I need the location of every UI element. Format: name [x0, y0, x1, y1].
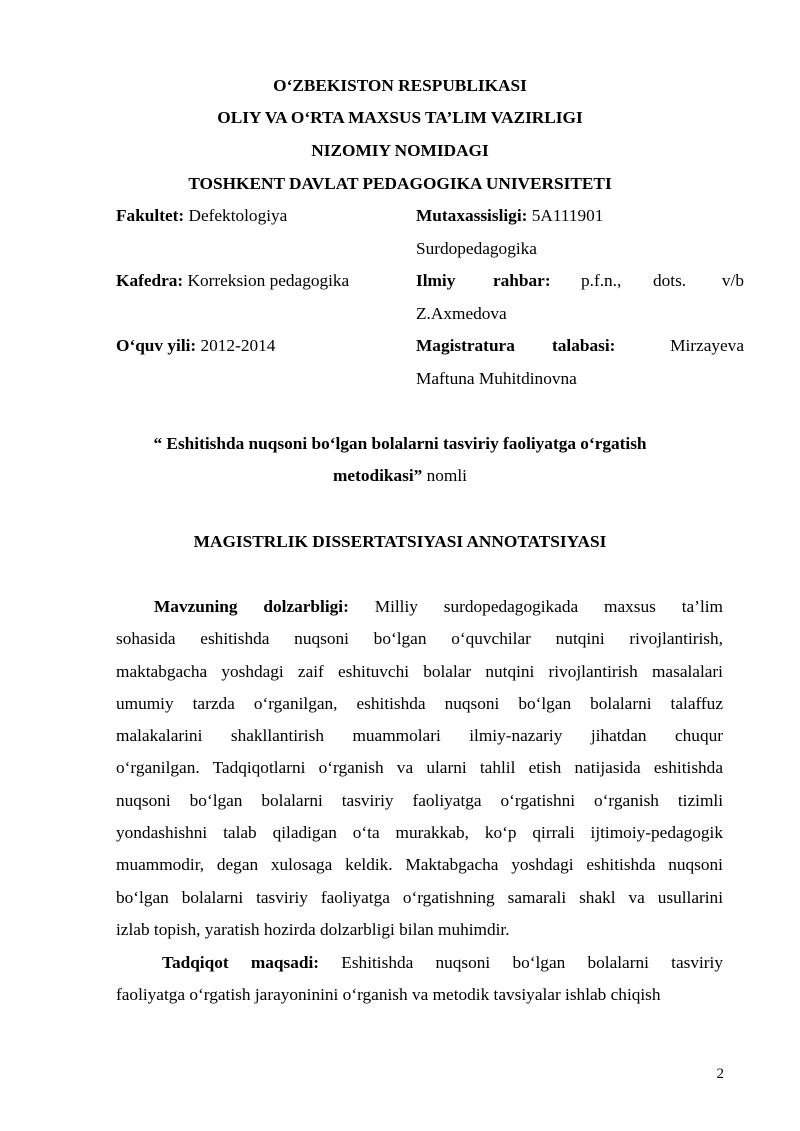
dolzarblik-label: Mavzuning dolzarbligi: [154, 597, 349, 616]
talaba-surname: Mirzayeva [670, 336, 744, 355]
fakultet-value: Defektologiya [184, 206, 288, 225]
paragraph-line: nuqsoni bo‘lgan bolalarni tasviriy faoliyatga o‘rgatishni o‘rganish tizimli [116, 790, 723, 810]
mutaxassisligi-value: 5A111901 [527, 206, 604, 225]
talaba-label-1: Magistratura [416, 336, 515, 355]
paragraph-line: bo‘lgan bolalarni tasviriy faoliyatga o‘rgatishning samarali shakl va usullarini [116, 887, 723, 907]
paragraph-line: o‘rganilgan. Tadqiqotlarni o‘rganish va ularni tahlil etish natijasida eshitishda [116, 758, 723, 778]
paragraph-maqsad-first-line [116, 947, 723, 979]
fakultet-label: Fakultet: [116, 206, 185, 225]
paragraph-line: muammodir, degan xulosaga keldik. Maktabgacha yoshdagi eshitishda nuqsoni [116, 855, 723, 875]
oquv-yili-value: 2012-2014 [196, 336, 276, 355]
paragraph-line: malakalarini shakllantirish muammolari ilmiy-nazariy jihatdan chuqur [116, 726, 723, 746]
paragraph-line: umumiy tarzda o‘rganilgan, eshitishda nuqsoni bo‘lgan bolalarni talaffuz [116, 693, 723, 713]
ilmiy-rahbar-label-1: Ilmiy [416, 271, 456, 290]
fakultet-row [116, 206, 287, 226]
mutaxassisligi-value-line2: Surdopedagogika [416, 239, 537, 258]
header-line-university: TOSHKENT DAVLAT PEDAGOGIKA UNIVERSITETI [188, 174, 612, 193]
ilmiy-rahbar-position: v/b [721, 271, 744, 290]
header-line-nizomiy: NIZOMIY NOMIDAGI [311, 141, 489, 160]
paragraph-maqsad [116, 947, 723, 1012]
paragraph-line: maktabgacha yoshdagi zaif eshituvchi bolalar nutqini rivojlantirish masalalari [116, 661, 723, 681]
paragraph-dolzarblik-first-line [116, 591, 723, 623]
topic-line2-rest: nomli [422, 466, 467, 485]
header-line-ministry: OLIY VA O‘RTA MAXSUS TA’LIM VAZIRLIGI [217, 108, 583, 127]
topic-line1: “ Eshitishda nuqsoni bo‘lgan bolalarni tasviriy faoliyatga o‘rgatish [153, 434, 647, 453]
doc-title: MAGISTRLIK DISSERTATSIYASI ANNOTATSIYASI [193, 532, 607, 551]
kafedra-label: Kafedra: [116, 271, 184, 290]
paragraph-dolzarblik [116, 591, 723, 946]
mutaxassisligi-row [416, 206, 603, 226]
dolzarblik-first-text: Milliy surdopedagogikada maxsus ta’lim [348, 597, 723, 616]
oquv-yili-label: O‘quv yili: [116, 336, 197, 355]
paragraph-last-line: faoliyatga o‘rgatish jarayoninini o‘rganish va metodik tavsiyalar ishlab chiqish [116, 985, 661, 1005]
oquv-yili-row [116, 336, 275, 356]
mutaxassisligi-label: Mutaxassisligi: [416, 206, 528, 225]
paragraph-last-line: izlab topish, yaratish hozirda dolzarbligi bilan muhimdir. [116, 919, 510, 939]
maqsad-first-text: Eshitishda nuqsoni bo‘lgan bolalarni tasviriy [319, 953, 723, 972]
topic-line2-bold: metodikasi” [333, 466, 423, 485]
talaba-label-2: talabasi: [552, 336, 616, 355]
page-number: 2 [716, 1066, 724, 1082]
paragraph-line: sohasida eshitishda nuqsoni bo‘lgan o‘quvchilar nutqini rivojlantirish, [116, 629, 723, 649]
ilmiy-rahbar-degree: p.f.n., [581, 271, 622, 290]
kafedra-row [116, 271, 349, 291]
paragraph-line: yondashishni talab qiladigan o‘ta murakkab, ko‘p qirrali ijtimoiy-pedagogik [116, 823, 723, 843]
talaba-name: Maftuna Muhitdinovna [416, 369, 577, 388]
header-line-republic: O‘ZBEKISTON RESPUBLIKASI [273, 76, 527, 95]
kafedra-value: Korreksion pedagogika [183, 271, 350, 290]
maqsad-label: Tadqiqot maqsadi: [162, 953, 320, 972]
topic-line2 [0, 466, 800, 486]
ilmiy-rahbar-name: Z.Axmedova [416, 304, 507, 323]
ilmiy-rahbar-title: dots. [653, 271, 687, 290]
ilmiy-rahbar-label-2: rahbar: [493, 271, 551, 290]
